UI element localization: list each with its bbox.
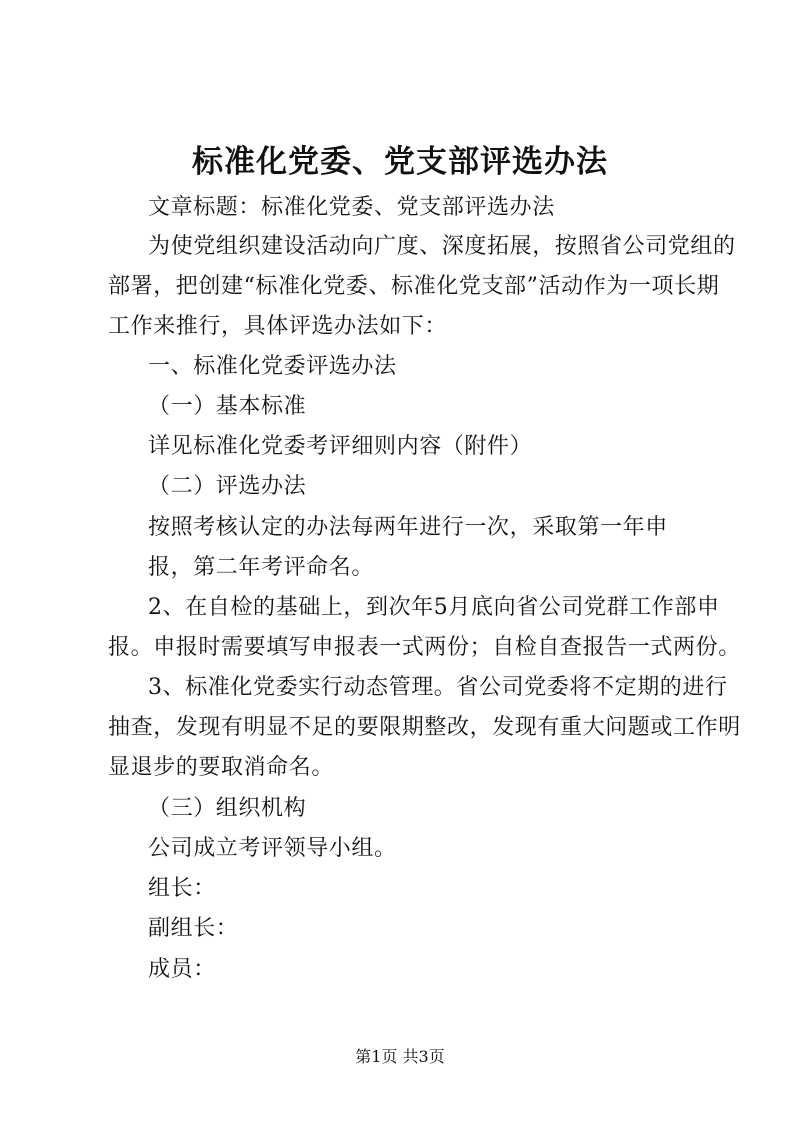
paragraph-line: 详见标准化党委考评细则内容（附件） [148, 434, 533, 459]
paragraph-line: 报。申报时需要填写申报表一式两份；自检自查报告一式两份。 [108, 635, 741, 660]
subsection-heading: （二）评选办法 [148, 474, 307, 499]
subsection-heading: （三）组织机构 [148, 796, 307, 821]
subsection-heading: （一）基本标准 [148, 394, 307, 419]
field-label-leader: 组长： [148, 876, 216, 901]
field-label-deputy-leader: 副组长： [148, 916, 239, 941]
paragraph-line: 2、在自检的基础上，到次年5月底向省公司党群工作部申 [148, 595, 720, 620]
section-heading: 一、标准化党委评选办法 [148, 354, 397, 379]
paragraph-line: 工作来推行，具体评选办法如下： [108, 314, 448, 339]
paragraph-line: 部署，把创建“标准化党委、标准化党支部”活动作为一项长期 [108, 274, 720, 299]
paragraph-line: 公司成立考评领导小组。 [148, 836, 397, 861]
page-footer: 第1页 共3页 [355, 1047, 445, 1066]
field-label-members: 成员： [148, 957, 216, 982]
paragraph-line: 显退步的要取消命名。 [108, 755, 335, 780]
document-title: 标准化党委、党支部评选办法 [192, 144, 608, 180]
paragraph-line: 文章标题：标准化党委、党支部评选办法 [148, 195, 555, 220]
paragraph-line: 为使党组织建设活动向广度、深度拓展，按照省公司党组的 [148, 234, 736, 259]
paragraph-line: 3、标准化党委实行动态管理。省公司党委将不定期的进行 [148, 675, 728, 700]
paragraph-line: 按照考核认定的办法每两年进行一次，采取第一年申 [148, 515, 668, 540]
paragraph-line: 报，第二年考评命名。 [148, 555, 375, 580]
paragraph-line: 抽查，发现有明显不足的要限期整改，发现有重大问题或工作明 [108, 715, 741, 740]
